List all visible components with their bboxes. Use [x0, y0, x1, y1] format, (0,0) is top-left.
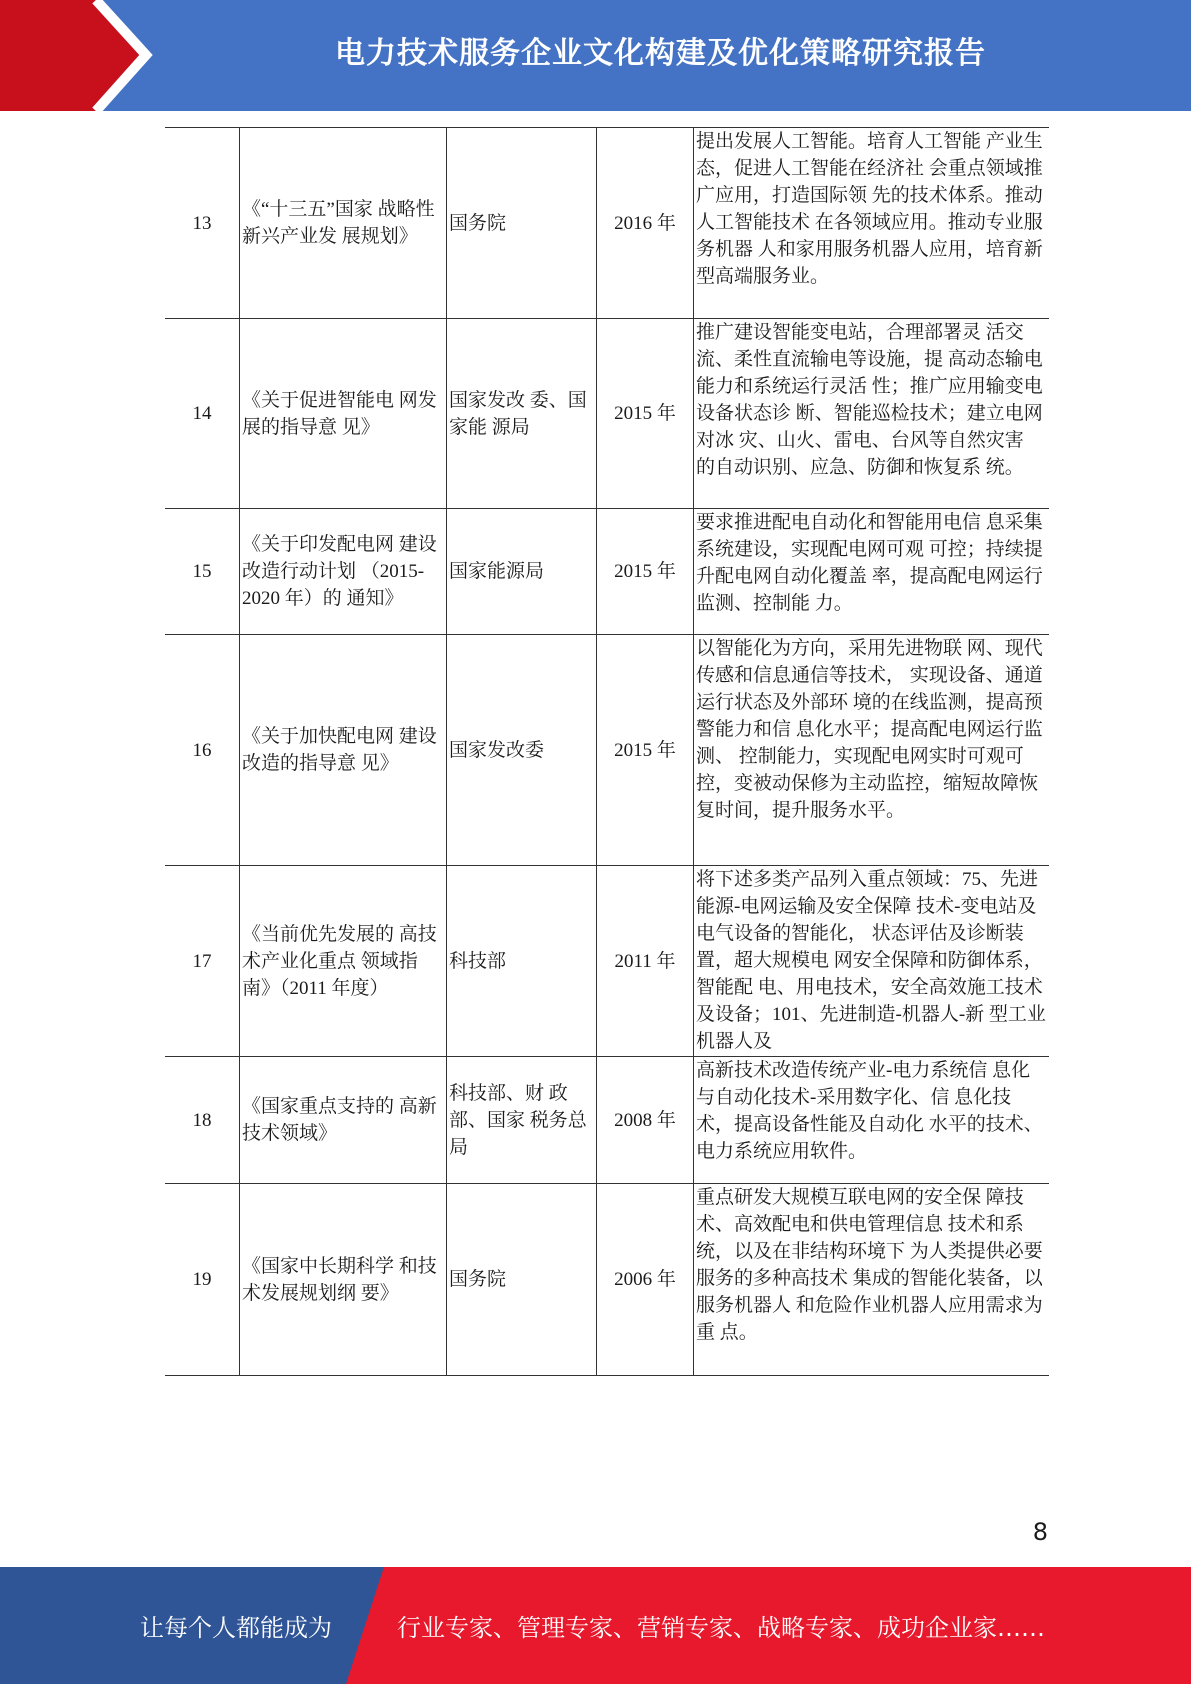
- issuing-department-text: 国务院: [449, 1269, 507, 1290]
- page-footer: [0, 1567, 1191, 1684]
- table-row: [165, 509, 1049, 635]
- policy-content-text: 提出发展人工智能。培育人工智能 产业生态，促进人工智能在经济社 会重点领域推广应用，打造国际领 先的技术体系。推动人工智能技术 在各领域应用。推动专业服务机器 人和家用服务机器人应用，培育新 型高端服务业。: [696, 131, 1043, 287]
- row-number: [165, 1057, 240, 1184]
- issue-year: [597, 509, 694, 635]
- issue-year-text: 2015 年: [614, 403, 676, 424]
- policy-name-text: 《国家重点支持的 高新技术领域》: [242, 1096, 437, 1144]
- table-row: [165, 1184, 1049, 1376]
- issue-year: [597, 866, 694, 1057]
- row-number-text: 14: [192, 403, 212, 424]
- table-row: [165, 866, 1049, 1057]
- policy-content-text: 将下述多类产品列入重点领域：75、先进能源-电网运输及安全保障 技术-变电站及电气设备的智能化， 状态评估及诊断装置，超大规模电 网安全保障和防御体系，智能配 电、用电技术，安全高效施工技术 及设备；101、先进制造-机器人-新 型工业机器人及: [696, 869, 1046, 1052]
- row-number-text: 17: [192, 950, 212, 972]
- policy-content-text: 要求推进配电自动化和智能用电信 息采集系统建设，实现配电网可观 可控；持续提升配电网自动化覆盖 率，提高配电网运行监测、控制能 力。: [696, 512, 1043, 614]
- issuing-department: [447, 319, 597, 509]
- issue-year: [597, 1057, 694, 1184]
- policy-content: [694, 509, 1050, 635]
- issuing-department: [447, 509, 597, 635]
- policy-content-text: 高新技术改造传统产业-电力系统信 息化与自动化技术-采用数字化、信 息化技术，提高设备性能及自动化 水平的技术、电力系统应用软件。: [696, 1060, 1043, 1162]
- policy-content: [694, 128, 1050, 319]
- row-number: [165, 128, 240, 319]
- policy-name-text: 《关于印发配电网 建设改造行动计划 （2015-2020 年）的 通知》: [242, 534, 437, 609]
- policy-name: [240, 1184, 447, 1376]
- row-number-text: 13: [192, 212, 212, 234]
- issue-year-text: 2011 年: [614, 950, 676, 972]
- policy-name-text: 《国家中长期科学 和技术发展规划纲 要》: [242, 1255, 437, 1304]
- issuing-department-text: 国家能源局: [449, 561, 545, 582]
- issue-year-text: 2008 年: [614, 1109, 676, 1131]
- policy-content-text: 推广建设智能变电站，合理部署灵 活交流、柔性直流输电等设施，提 高动态输电能力和系统运行灵活 性；推广应用输变电设备状态诊 断、智能巡检技术；建立电网对冰 灾、山火、雷电、台风等自然灾害 的自动识别、应急、防御和恢复系 统。: [696, 322, 1043, 478]
- row-number-text: 19: [192, 1269, 212, 1290]
- issue-year-text: 2015 年: [614, 561, 676, 582]
- row-number-text: 18: [192, 1109, 212, 1131]
- row-number: [165, 319, 240, 509]
- row-number: [165, 509, 240, 635]
- issue-year: [597, 319, 694, 509]
- issue-year: [597, 635, 694, 866]
- policy-table: [165, 127, 1049, 1376]
- issue-year-text: 2016 年: [614, 212, 676, 234]
- footer-slogan-right: 行业专家、管理专家、营销专家、战略专家、成功企业家……: [397, 1614, 1045, 1642]
- policy-name: [240, 1057, 447, 1184]
- policy-name-text: 《当前优先发展的 高技术产业化重点 领域指南》（2011 年度）: [242, 923, 437, 999]
- policy-name: [240, 635, 447, 866]
- issuing-department: [447, 1057, 597, 1184]
- issue-year-text: 2015 年: [614, 739, 676, 761]
- issuing-department-text: 科技部、财 政部、国家 税务总局: [449, 1082, 587, 1158]
- issuing-department: [447, 1184, 597, 1376]
- policy-content: [694, 319, 1050, 509]
- table-row: [165, 128, 1049, 319]
- table-row: [165, 635, 1049, 866]
- issuing-department-text: 科技部: [449, 950, 507, 972]
- issuing-department-text: 国务院: [449, 212, 507, 234]
- policy-name: [240, 509, 447, 635]
- page-header: [0, 0, 1191, 111]
- table-row: [165, 1057, 1049, 1184]
- issuing-department-text: 国家发改委: [449, 739, 545, 761]
- issuing-department-text: 国家发改 委、国家能 源局: [449, 389, 587, 438]
- policy-name: [240, 866, 447, 1057]
- row-number: [165, 635, 240, 866]
- row-number: [165, 866, 240, 1057]
- footer-slogan-left: 让每个人都能成为: [140, 1614, 332, 1642]
- policy-name: [240, 319, 447, 509]
- row-number: [165, 1184, 240, 1376]
- table-row: [165, 319, 1049, 509]
- issuing-department: [447, 128, 597, 319]
- policy-content: [694, 635, 1050, 866]
- policy-name-text: 《关于促进智能电 网发展的指导意 见》: [242, 389, 437, 438]
- issuing-department: [447, 635, 597, 866]
- issuing-department: [447, 866, 597, 1057]
- issue-year-text: 2006 年: [614, 1269, 676, 1290]
- policy-content-text: 以智能化为方向，采用先进物联 网、现代传感和信息通信等技术， 实现设备、通道运行状态及外部环 境的在线监测，提高预警能力和信 息化水平；提高配电网运行监测、 控制能力，实现配电网实时可观可 控，变被动保修为主动监控，缩短故障恢复时间，提升服务水平。: [696, 638, 1043, 821]
- issue-year: [597, 128, 694, 319]
- policy-name-text: 《关于加快配电网 建设改造的指导意 见》: [242, 726, 437, 774]
- policy-content: [694, 1184, 1050, 1376]
- row-number-text: 16: [192, 739, 212, 761]
- row-number-text: 15: [192, 561, 212, 582]
- policy-name: [240, 128, 447, 319]
- page-number: 8: [1032, 1518, 1048, 1546]
- issue-year: [597, 1184, 694, 1376]
- policy-content: [694, 1057, 1050, 1184]
- policy-content: [694, 866, 1050, 1057]
- policy-content-text: 重点研发大规模互联电网的安全保 障技术、高效配电和供电管理信息 技术和系统，以及在非结构环境下 为人类提供必要服务的多种高技术 集成的智能化装备，以服务机器人 和危险作业机器人应用需求为重 点。: [696, 1187, 1043, 1343]
- policy-name-text: 《“十三五”国家 战略性新兴产业发 展规划》: [242, 199, 435, 247]
- document-title: 电力技术服务企业文化构建及优化策略研究报告: [335, 36, 986, 71]
